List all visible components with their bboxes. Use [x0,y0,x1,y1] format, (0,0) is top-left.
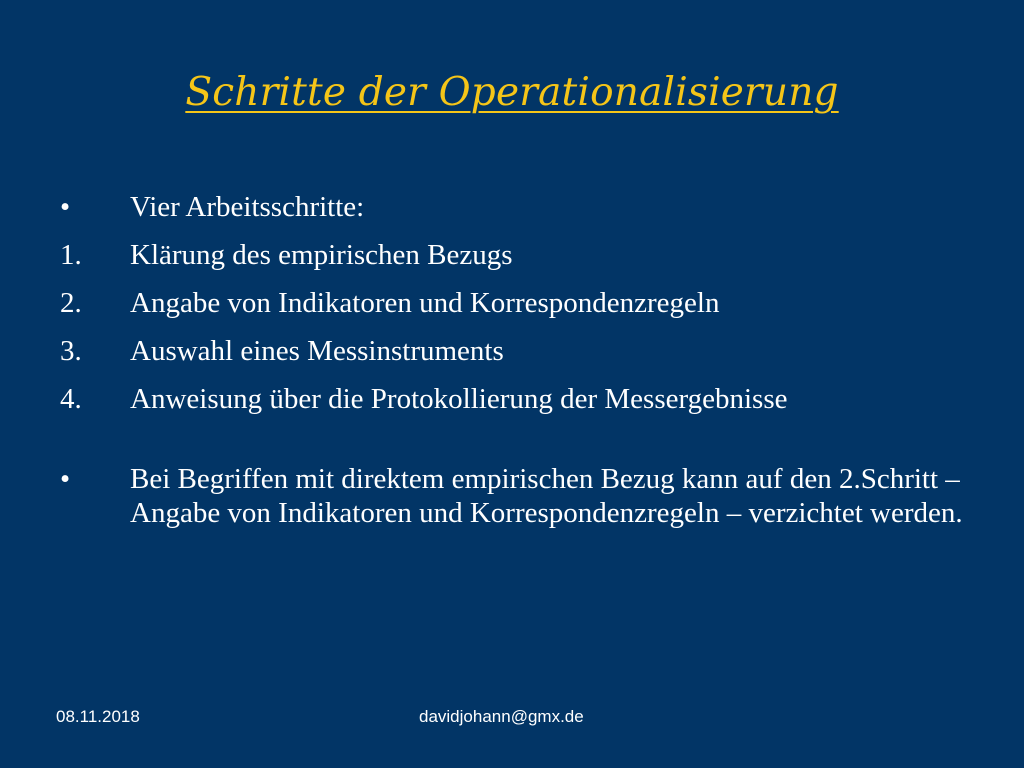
list-item [60,334,980,368]
spacer [60,430,980,462]
bullet-marker: • [60,463,71,495]
note-text: Bei Begriffen mit direktem empirischen Bezug kann auf den 2.Schritt – Angabe von Indikatoren und Korrespondenzregeln – verzichtet werden. [130,463,963,529]
bullet-marker: • [60,191,71,223]
number-marker: 3. [60,335,82,367]
list-item [60,382,980,416]
number-marker: 4. [60,383,82,415]
slide-title: Schritte der Operationalisierung [185,70,839,115]
footer-date: 08.11.2018 [56,707,140,726]
list-item [60,286,980,320]
list-item-text: Anweisung über die Protokollierung der Messergebnisse [130,383,788,415]
list-item-text: Klärung des empirischen Bezugs [130,239,513,271]
list-item [60,190,980,224]
note-item [60,462,980,530]
number-marker: 1. [60,239,82,271]
slide-content [60,190,980,544]
number-marker: 2. [60,287,82,319]
list-item-text: Auswahl eines Messinstruments [130,335,504,367]
list-item [60,238,980,272]
footer-email: davidjohann@gmx.de [419,707,584,726]
list-item-text: Vier Arbeitsschritte: [130,191,365,223]
list-item-text: Angabe von Indikatoren und Korrespondenzregeln [130,287,720,319]
